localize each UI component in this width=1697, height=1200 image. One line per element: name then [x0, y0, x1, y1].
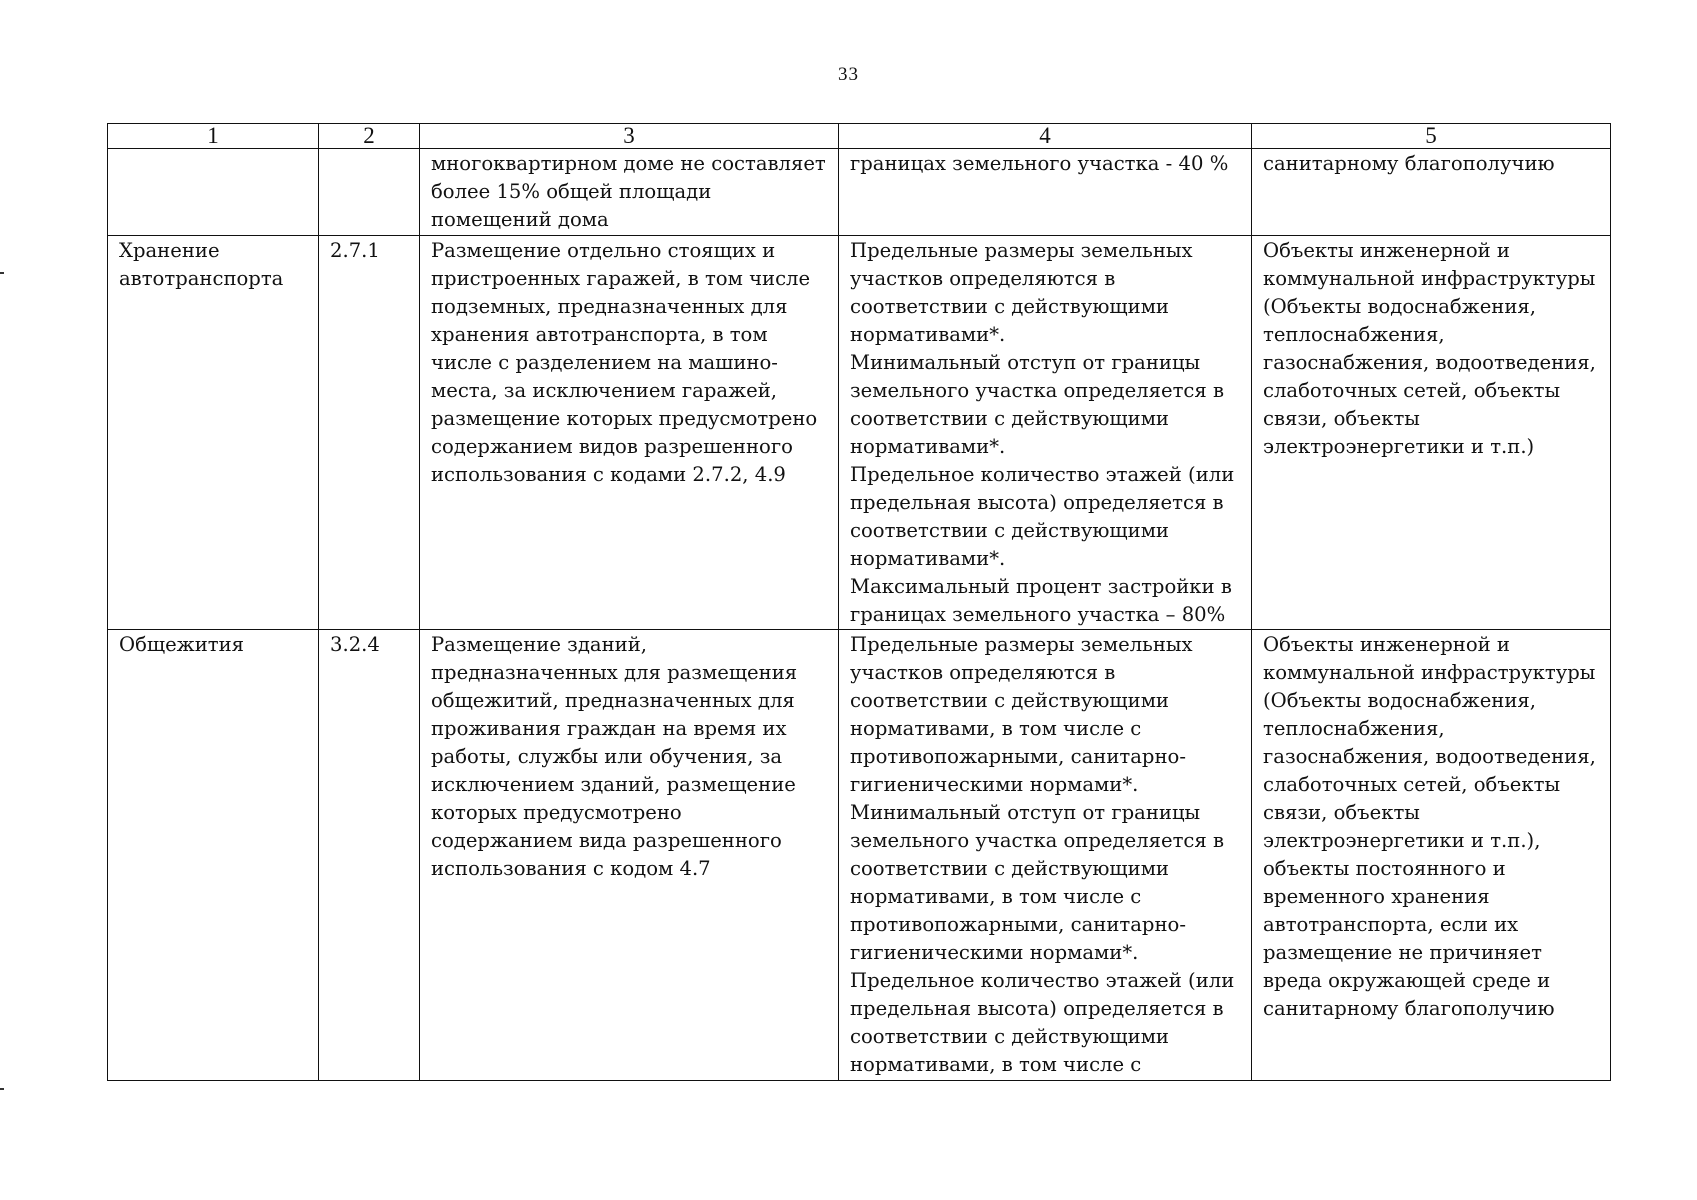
cell-use-name: Хранение автотранспорта	[108, 236, 319, 630]
table-header-row	[108, 124, 1611, 149]
column-header: 2	[319, 124, 420, 149]
cell-use-name: Общежития	[108, 630, 319, 1081]
column-header: 5	[1252, 124, 1611, 149]
scan-edge-mark-left-top	[0, 272, 4, 274]
cell-use-description: Размещение отдельно стоящих и пристроенных гаражей, в том числе подземных, предназначенных для хранения автотранспорта, в том числе с разделением на машино-места, за исключением гаражей, размещение которых предусмотрено содержанием видов разрешенного использования с кодами 2.7.2, 4.9	[420, 236, 839, 630]
cell-use-name	[108, 149, 319, 236]
cell-auxiliary-uses: Объекты инженерной и коммунальной инфраструктуры (Объекты водоснабжения, теплоснабжения, газоснабжения, водоотведения, слаботочных сетей, объекты связи, объекты электроэнергетики и т.п.), объекты постоянного и временного хранения автотранспорта, если их размещение не причиняет вреда окружающей среде и санитарному благополучию	[1252, 630, 1611, 1081]
column-header: 1	[108, 124, 319, 149]
cell-use-description: многоквартирном доме не составляет более 15% общей площади помещений дома	[420, 149, 839, 236]
column-header: 4	[839, 124, 1252, 149]
cell-auxiliary-uses: санитарному благополучию	[1252, 149, 1611, 236]
table-row	[108, 149, 1611, 236]
table-row	[108, 236, 1611, 630]
cell-use-description: Размещение зданий, предназначенных для размещения общежитий, предназначенных для проживания граждан на время их работы, службы или обучения, за исключением зданий, размещение которых предусмотрено содержанием вида разрешенного использования с кодом 4.7	[420, 630, 839, 1081]
cell-use-code: 2.7.1	[319, 236, 420, 630]
cell-auxiliary-uses: Объекты инженерной и коммунальной инфраструктуры (Объекты водоснабжения, теплоснабжения, газоснабжения, водоотведения, слаботочных сетей, объекты связи, объекты электроэнергетики и т.п.)	[1252, 236, 1611, 630]
table-row	[108, 630, 1611, 1081]
cell-parameters: границах земельного участка - 40 %	[839, 149, 1252, 236]
column-header: 3	[420, 124, 839, 149]
scan-edge-mark-left-bottom	[0, 1088, 4, 1090]
cell-use-code	[319, 149, 420, 236]
cell-use-code: 3.2.4	[319, 630, 420, 1081]
page-number: 33	[838, 64, 859, 85]
cell-parameters: Предельные размеры земельных участков определяются в соответствии с действующими нормативами, в том числе с противопожарными, санитарно-гигиеническими нормами*. Минимальный отступ от границы земельного участка определяется в соответствии с действующими нормативами, в том числе с противопожарными, санитарно-гигиеническими нормами*. Предельное количество этажей (или предельная высота) определяется в соответствии с действующими нормативами, в том числе с	[839, 630, 1252, 1081]
zoning-table	[107, 123, 1611, 1081]
cell-parameters: Предельные размеры земельных участков определяются в соответствии с действующими нормативами*. Минимальный отступ от границы земельного участка определяется в соответствии с действующими нормативами*. Предельное количество этажей (или предельная высота) определяется в соответствии с действующими нормативами*. Максимальный процент застройки в границах земельного участка – 80%	[839, 236, 1252, 630]
